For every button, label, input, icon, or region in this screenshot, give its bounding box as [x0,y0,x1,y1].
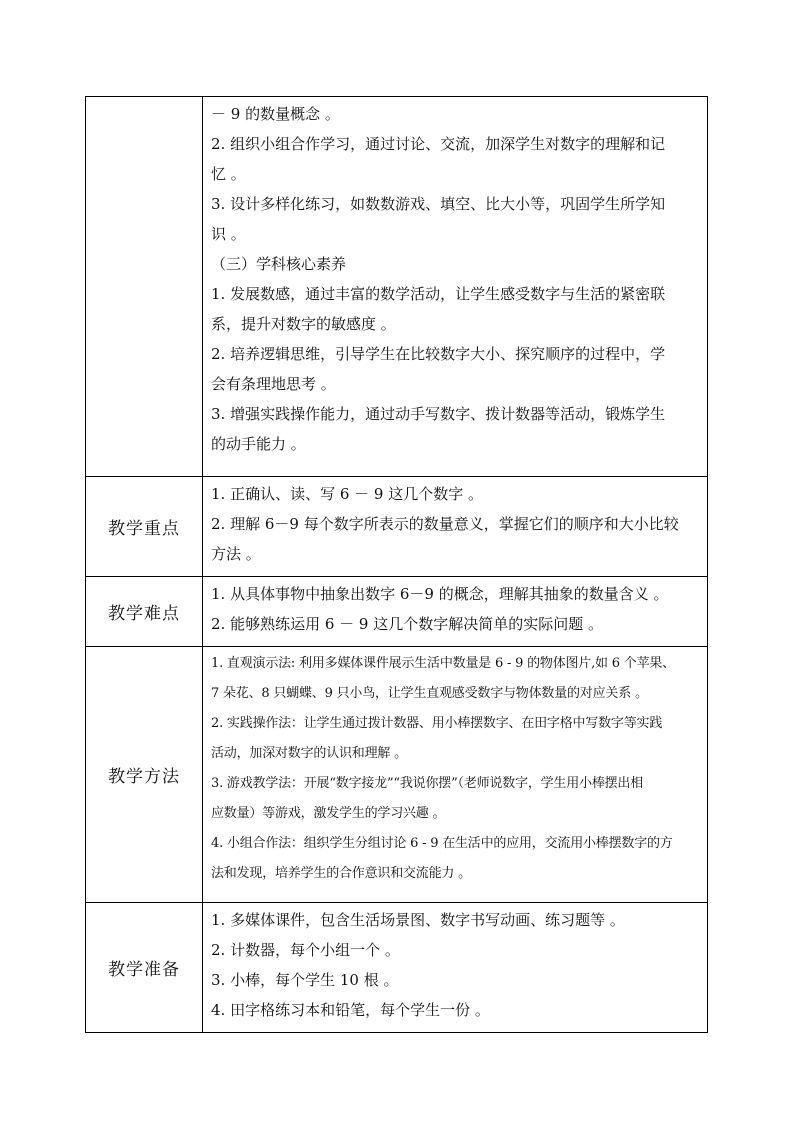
row-label: 教学准备 [86,903,203,1033]
row-label: 教学方法 [86,647,203,903]
table-row-methods [86,647,708,903]
row-content [203,577,708,647]
section-heading: （三）学科核心素养 [211,255,347,273]
row-content [203,97,708,477]
text-line: 1. 多媒体课件，包含生活场景图、数字书写动画、练习题等 。 [211,911,625,929]
text-line: 法和发现，培养学生的合作意识和交流能力 。 [211,866,471,881]
row-label: 教学难点 [86,577,203,647]
text-line: 3. 设计多样化练习，如数数游戏、填空、比大小等，巩固学生所学知 [211,195,666,213]
row-content [203,647,708,903]
text-line: 3. 游戏教学法：开展“数字接龙”“我说你摆”（老师说数字，学生用小棒摆出相 [211,776,644,791]
table-row-preparation [86,903,708,1033]
table-row-objectives [86,97,708,477]
text-line: 3. 增强实践操作能力，通过动手写数字、拨计数器等活动，锻炼学生 [211,405,666,423]
text-line: 的动手能力 。 [211,435,306,453]
row-label [86,97,203,477]
text-line: 识 。 [211,225,246,243]
text-line: 忆 。 [211,165,246,183]
text-line: 2. 实践操作法：让学生通过拨计数器、用小棒摆数字、在田字格中写数字等实践 [211,716,663,731]
text-line: 2. 培养逻辑思维，引导学生在比较数字大小、探究顺序的过程中，学 [211,345,666,363]
text-line: 2. 理解 6－9 每个数字所表示的数量意义，掌握它们的顺序和大小比较 [211,515,679,533]
text-line: 2. 能够熟练运用 6 － 9 这几个数字解决简单的实际问题 。 [211,615,604,633]
text-line: 2. 组织小组合作学习，通过讨论、交流，加深学生对数字的理解和记 [211,135,666,153]
text-line: 会有条理地思考 。 [211,375,336,393]
table-row-key-points [86,477,708,577]
row-content [203,477,708,577]
table-row-difficulties [86,577,708,647]
lesson-plan-table [85,96,708,1033]
text-line: 活动，加深对数字的认识和理解 。 [211,746,407,761]
text-line: 方法 。 [211,545,261,563]
text-line: 2. 计数器，每个小组一个 。 [211,941,400,959]
text-line: 系，提升对数字的敏感度 。 [211,315,396,333]
text-line: － 9 的数量概念 。 [211,105,340,123]
text-line: 3. 小棒，每个学生 10 根 。 [211,971,399,989]
text-line: 1. 发展数感，通过丰富的数学活动，让学生感受数字与生活的紧密联 [211,285,666,303]
text-line: 应数量）等游戏，激发学生的学习兴趣 。 [211,806,446,821]
text-line: 4. 田字格练习本和铅笔，每个学生一份 。 [211,1001,490,1019]
text-line: 1. 直观演示法: 利用多媒体课件展示生活中数量是 6 - 9 的物体图片,如 6 个苹果、 [211,656,675,671]
text-line: 7 朵花、8 只蝴蝶、9 只小鸟，让学生直观感受数字与物体数量的对应关系 。 [211,686,648,701]
text-line: 4. 小组合作法：组织学生分组讨论 6 - 9 在生活中的应用，交流用小棒摆数字的方 [211,836,673,851]
text-line: 1. 正确认、读、写 6 － 9 这几个数字 。 [211,485,484,503]
row-content [203,903,708,1033]
row-label: 教学重点 [86,477,203,577]
text-line: 1. 从具体事物中抽象出数字 6－9 的概念，理解其抽象的数量含义 。 [211,585,669,603]
